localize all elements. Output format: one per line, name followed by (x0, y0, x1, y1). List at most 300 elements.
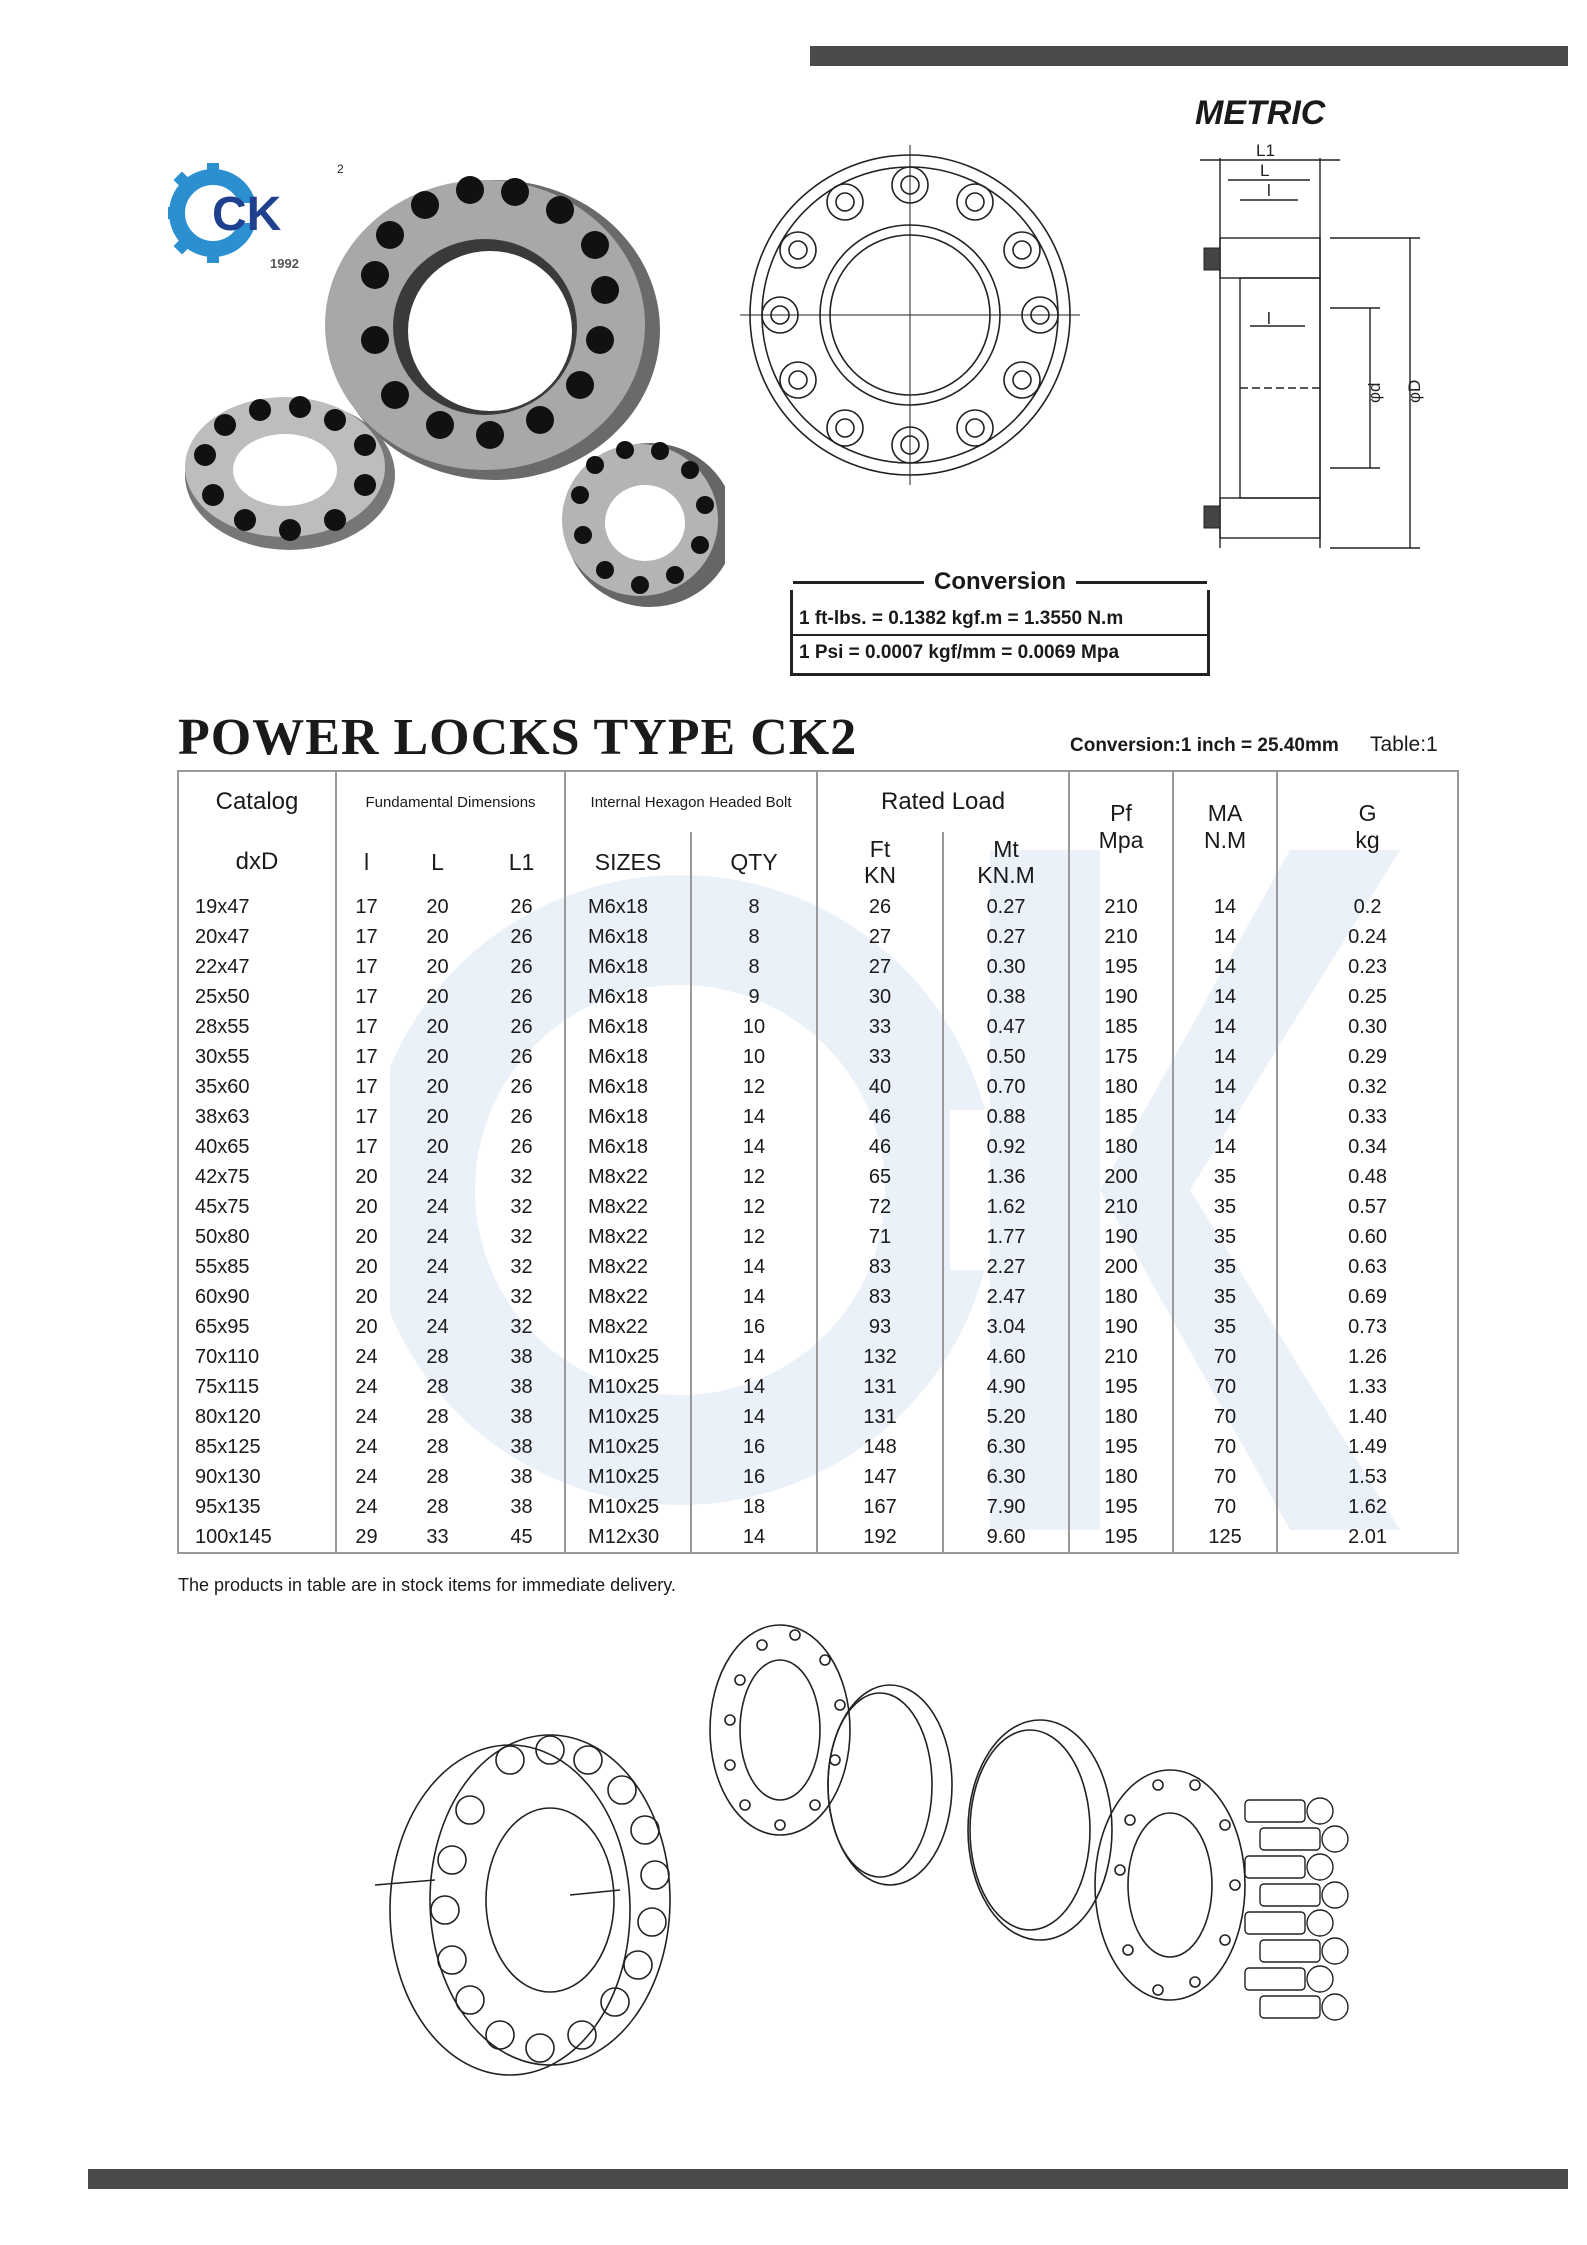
table-cell: 14 (691, 1372, 817, 1402)
table-cell: 0.29 (1277, 1042, 1458, 1072)
table-cell: 26 (510, 926, 533, 948)
table-cell: 29 (336, 1522, 396, 1553)
table-cell: 2.01 (1277, 1522, 1458, 1553)
header-g: G kg (1277, 771, 1458, 892)
table-cell: 1.40 (1277, 1402, 1458, 1432)
table-cell: M10x25 (565, 1462, 691, 1492)
table-cell: 27 (817, 952, 943, 982)
table-cell: 24 (426, 1196, 449, 1218)
table-cell: M8x22 (565, 1312, 691, 1342)
table-cell: 85x125 (195, 1436, 261, 1458)
table-cell: 0.32 (1277, 1072, 1458, 1102)
table-cell: 210 (1069, 1192, 1173, 1222)
metric-title: METRIC (1195, 94, 1326, 132)
table-number: Table:1 (1370, 733, 1438, 756)
table-cell: M8x22 (565, 1252, 691, 1282)
table-row (178, 1222, 1458, 1252)
table-cell: 0.24 (1277, 922, 1458, 952)
table-cell: 26 (510, 896, 533, 918)
table-cell: 35 (1173, 1192, 1277, 1222)
conversion-title: Conversion (933, 568, 1067, 595)
table-cell: 26 (510, 1106, 533, 1128)
table-cell: 1.62 (943, 1192, 1069, 1222)
table-cell: 26 (510, 1136, 533, 1158)
table-cell: 200 (1069, 1162, 1173, 1192)
table-cell: 22x47 (195, 956, 250, 978)
table-cell: 131 (817, 1372, 943, 1402)
table-cell: 147 (817, 1462, 943, 1492)
table-cell: 0.34 (1277, 1132, 1458, 1162)
table-cell: 70x110 (195, 1346, 260, 1368)
table-cell: 20 (426, 986, 449, 1008)
table-cell: 26 (510, 1046, 533, 1068)
table-header (178, 771, 1458, 892)
table-cell: 20 (426, 926, 449, 948)
table-cell: 17 (336, 1072, 396, 1102)
table-cell: 90x130 (195, 1466, 261, 1488)
table-cell: 50x80 (195, 1226, 250, 1248)
product-photo (185, 155, 725, 625)
table-row (178, 922, 1458, 952)
table-cell: 20 (426, 956, 449, 978)
table-cell: 38 (510, 1406, 533, 1428)
table-cell: 20 (336, 1282, 396, 1312)
table-cell: 30x55 (195, 1046, 250, 1068)
exploded-view-drawing (700, 1620, 1380, 2060)
table-cell: 17 (336, 1132, 396, 1162)
table-cell: M8x22 (565, 1282, 691, 1312)
table-cell: 195 (1069, 1372, 1173, 1402)
table-cell: 20x47 (195, 926, 250, 948)
table-cell: 32 (510, 1196, 533, 1218)
table-cell: 32 (510, 1256, 533, 1278)
table-cell: 83 (817, 1282, 943, 1312)
table-cell: M6x18 (565, 1042, 691, 1072)
table-cell: M8x22 (565, 1162, 691, 1192)
table-row (178, 1012, 1458, 1042)
table-cell: 40 (817, 1072, 943, 1102)
table-cell: 16 (691, 1432, 817, 1462)
table-cell: 55x85 (195, 1256, 250, 1278)
table-cell: 27 (817, 922, 943, 952)
table-cell: 35 (1173, 1282, 1277, 1312)
table-cell: 210 (1069, 892, 1173, 922)
table-body (178, 892, 1458, 1553)
table-cell: 14 (1173, 1072, 1277, 1102)
conversion-line-1: 1 ft-lbs. = 0.1382 kgf.m = 1.3550 N.m (799, 608, 1124, 629)
table-cell: 14 (691, 1342, 817, 1372)
table-row (178, 1042, 1458, 1072)
table-row (178, 1492, 1458, 1522)
table-cell: 8 (691, 952, 817, 982)
table-cell: 12 (691, 1192, 817, 1222)
table-row (178, 1192, 1458, 1222)
table-cell: 28 (426, 1376, 449, 1398)
page-title: POWER LOCKS TYPE CK2 (178, 709, 858, 766)
table-cell: 45x75 (195, 1196, 250, 1218)
table-cell: 38x63 (195, 1106, 250, 1128)
table-cell: M6x18 (565, 892, 691, 922)
table-row (178, 1102, 1458, 1132)
table-cell: 14 (1173, 1012, 1277, 1042)
dim-phi-D: φD (1405, 379, 1424, 403)
table-cell: 24 (336, 1402, 396, 1432)
table-cell: 28x55 (195, 1016, 250, 1038)
table-cell: 1.77 (943, 1222, 1069, 1252)
conversion-box (790, 568, 1210, 676)
table-cell: 14 (1173, 1132, 1277, 1162)
table-cell: 14 (1173, 892, 1277, 922)
table-cell: 12 (691, 1162, 817, 1192)
table-cell: 40x65 (195, 1136, 250, 1158)
table-cell: 28 (426, 1466, 449, 1488)
table-cell: 28 (426, 1436, 449, 1458)
table-cell: 180 (1069, 1282, 1173, 1312)
table-cell: 35 (1173, 1312, 1277, 1342)
table-cell: 30 (817, 982, 943, 1012)
table-cell: 0.48 (1277, 1162, 1458, 1192)
table-row (178, 982, 1458, 1012)
table-cell: 20 (426, 1136, 449, 1158)
table-cell: 210 (1069, 922, 1173, 952)
table-cell: 6.30 (943, 1432, 1069, 1462)
table-cell: 190 (1069, 1222, 1173, 1252)
table-cell: 1.26 (1277, 1342, 1458, 1372)
table-cell: 20 (426, 1106, 449, 1128)
table-row (178, 952, 1458, 982)
table-cell: 195 (1069, 952, 1173, 982)
table-cell: M6x18 (565, 1102, 691, 1132)
header-rated-load: Rated Load (817, 771, 1069, 832)
table-cell: 17 (336, 982, 396, 1012)
table-cell: 0.30 (1277, 1012, 1458, 1042)
table-cell: 24 (426, 1286, 449, 1308)
header-bolt: Internal Hexagon Headed Bolt (565, 771, 817, 832)
stock-note: The products in table are in stock items for immediate delivery. (178, 1575, 676, 1595)
table-cell: 70 (1173, 1492, 1277, 1522)
table-row (178, 1462, 1458, 1492)
table-cell: 0.2 (1277, 892, 1458, 922)
specification-table (177, 770, 1459, 1554)
table-cell: 2.27 (943, 1252, 1069, 1282)
table-row (178, 1342, 1458, 1372)
table-cell: 14 (691, 1522, 817, 1553)
table-cell: 20 (426, 1046, 449, 1068)
table-cell: 0.38 (943, 982, 1069, 1012)
table-cell: M10x25 (565, 1342, 691, 1372)
table-cell: 195 (1069, 1432, 1173, 1462)
table-cell: 0.50 (943, 1042, 1069, 1072)
table-cell: 16 (691, 1462, 817, 1492)
table-cell: 4.60 (943, 1342, 1069, 1372)
table-cell: 38 (510, 1436, 533, 1458)
table-cell: 65x95 (195, 1316, 250, 1338)
table-cell: 131 (817, 1402, 943, 1432)
table-cell: 148 (817, 1432, 943, 1462)
bolt-set (1245, 1798, 1348, 2020)
table-cell: 0.25 (1277, 982, 1458, 1012)
specification-table-wrap (177, 770, 1457, 1565)
table-cell: 65 (817, 1162, 943, 1192)
bottom-decorative-bar (88, 2169, 1568, 2189)
table-cell: M6x18 (565, 952, 691, 982)
header-dxd: dxD (235, 848, 279, 875)
table-cell: 17 (336, 892, 396, 922)
table-cell: 192 (817, 1522, 943, 1553)
table-cell: 14 (691, 1402, 817, 1432)
table-cell: 35 (1173, 1222, 1277, 1252)
table-cell: 2.47 (943, 1282, 1069, 1312)
table-cell: 10 (691, 1042, 817, 1072)
table-cell: 0.92 (943, 1132, 1069, 1162)
table-cell: 195 (1069, 1522, 1173, 1553)
table-row (178, 892, 1458, 922)
table-cell: 20 (336, 1252, 396, 1282)
table-cell: 8 (691, 892, 817, 922)
table-cell: M6x18 (565, 1132, 691, 1162)
table-cell: 95x135 (195, 1496, 261, 1518)
table-row (178, 1072, 1458, 1102)
table-cell: 180 (1069, 1132, 1173, 1162)
header-catalog: Catalog (215, 788, 299, 815)
table-row (178, 1162, 1458, 1192)
header-mt: Mt KN.M (943, 832, 1069, 892)
dim-small-l-inner: l (1267, 309, 1271, 328)
table-cell: 8 (691, 922, 817, 952)
table-cell: 33 (817, 1042, 943, 1072)
table-cell: M10x25 (565, 1492, 691, 1522)
table-cell: 80x120 (195, 1406, 261, 1428)
table-cell: 35 (1173, 1252, 1277, 1282)
table-cell: M10x25 (565, 1372, 691, 1402)
table-cell: 1.53 (1277, 1462, 1458, 1492)
table-cell: 20 (426, 1016, 449, 1038)
dim-l1: L1 (1256, 141, 1275, 160)
conversion-line-2: 1 Psi = 0.0007 kgf/mm = 0.0069 Mpa (799, 642, 1120, 663)
table-cell: 46 (817, 1132, 943, 1162)
table-cell: 14 (1173, 1102, 1277, 1132)
table-cell: 24 (336, 1462, 396, 1492)
table-cell: 24 (426, 1166, 449, 1188)
table-cell: 6.30 (943, 1462, 1069, 1492)
table-cell: 38 (510, 1496, 533, 1518)
table-cell: 0.27 (943, 922, 1069, 952)
table-cell: 24 (426, 1256, 449, 1278)
table-cell: 100x145 (195, 1526, 272, 1548)
table-cell: 195 (1069, 1492, 1173, 1522)
table-cell: 167 (817, 1492, 943, 1522)
table-cell: 0.47 (943, 1012, 1069, 1042)
header-sizes: SIZES (565, 832, 691, 892)
table-cell: 190 (1069, 1312, 1173, 1342)
table-cell: 7.90 (943, 1492, 1069, 1522)
table-cell: M10x25 (565, 1432, 691, 1462)
table-cell: 3.04 (943, 1312, 1069, 1342)
table-cell: 26 (510, 956, 533, 978)
table-cell: 32 (510, 1166, 533, 1188)
table-cell: 210 (1069, 1342, 1173, 1372)
table-cell: 26 (510, 1076, 533, 1098)
table-cell: 33 (426, 1526, 449, 1548)
table-cell: 14 (691, 1102, 817, 1132)
table-cell: 28 (426, 1406, 449, 1428)
table-cell: M8x22 (565, 1192, 691, 1222)
table-cell: 185 (1069, 1102, 1173, 1132)
table-row (178, 1402, 1458, 1432)
table-cell: 93 (817, 1312, 943, 1342)
top-decorative-bar (810, 46, 1568, 66)
dim-l: L (1260, 161, 1270, 180)
table-cell: 14 (1173, 922, 1277, 952)
table-cell: M8x22 (565, 1222, 691, 1252)
table-cell: 72 (817, 1192, 943, 1222)
header-L: L (431, 848, 444, 875)
table-cell: 17 (336, 1042, 396, 1072)
logo-text: CK (212, 188, 282, 241)
table-cell: 180 (1069, 1402, 1173, 1432)
header-l-small: l (336, 832, 396, 892)
table-cell: 60x90 (195, 1286, 250, 1308)
table-cell: 14 (691, 1132, 817, 1162)
table-cell: 12 (691, 1222, 817, 1252)
table-cell: 0.30 (943, 952, 1069, 982)
table-cell: 20 (426, 1076, 449, 1098)
table-cell: 0.73 (1277, 1312, 1458, 1342)
header-ft: Ft KN (817, 832, 943, 892)
table-cell: M6x18 (565, 922, 691, 952)
side-view-drawing (1180, 138, 1440, 558)
table-cell: 24 (336, 1492, 396, 1522)
assembled-ring-drawing (360, 1710, 700, 2090)
table-cell: 9.60 (943, 1522, 1069, 1553)
table-cell: 70 (1173, 1462, 1277, 1492)
table-cell: 0.69 (1277, 1282, 1458, 1312)
table-cell: 38 (510, 1346, 533, 1368)
table-cell: 14 (691, 1282, 817, 1312)
table-cell: 20 (426, 896, 449, 918)
header-pf: Pf Mpa (1069, 771, 1173, 892)
table-cell: 46 (817, 1102, 943, 1132)
table-cell: 4.90 (943, 1372, 1069, 1402)
table-cell: 16 (691, 1312, 817, 1342)
table-cell: 26 (817, 892, 943, 922)
table-cell: 180 (1069, 1462, 1173, 1492)
table-row (178, 1312, 1458, 1342)
table-cell: 0.57 (1277, 1192, 1458, 1222)
table-cell: 26 (510, 1016, 533, 1038)
table-cell: 14 (1173, 952, 1277, 982)
table-cell: 28 (426, 1346, 449, 1368)
table-cell: 190 (1069, 982, 1173, 1012)
table-cell: 1.49 (1277, 1432, 1458, 1462)
table-cell: 17 (336, 1012, 396, 1042)
table-cell: 17 (336, 1102, 396, 1132)
table-row (178, 1432, 1458, 1462)
table-row (178, 1132, 1458, 1162)
table-cell: 14 (1173, 982, 1277, 1012)
header-qty: QTY (691, 832, 817, 892)
table-cell: 1.62 (1277, 1492, 1458, 1522)
table-cell: M6x18 (565, 1012, 691, 1042)
small-locking-ring-right (562, 441, 725, 607)
table-cell: 35 (1173, 1162, 1277, 1192)
table-cell: 35x60 (195, 1076, 250, 1098)
table-cell: 45 (510, 1526, 533, 1548)
table-cell: 19x47 (195, 896, 250, 918)
table-cell: 0.23 (1277, 952, 1458, 982)
table-cell: 70 (1173, 1342, 1277, 1372)
table-cell: 200 (1069, 1252, 1173, 1282)
front-view-drawing (740, 145, 1080, 485)
dim-small-l: l (1267, 181, 1271, 200)
table-cell: 25x50 (195, 986, 250, 1008)
table-cell: 132 (817, 1342, 943, 1372)
table-cell: 24 (336, 1372, 396, 1402)
table-cell: 12 (691, 1072, 817, 1102)
table-cell: 5.20 (943, 1402, 1069, 1432)
table-cell: 0.63 (1277, 1252, 1458, 1282)
table-cell: 32 (510, 1226, 533, 1248)
table-cell: 38 (510, 1466, 533, 1488)
table-cell: 83 (817, 1252, 943, 1282)
conversion-legend (793, 570, 1207, 594)
table-cell: 71 (817, 1222, 943, 1252)
table-cell: 1.33 (1277, 1372, 1458, 1402)
table-cell: 180 (1069, 1072, 1173, 1102)
logo-year: 1992 (270, 256, 299, 271)
table-cell: 0.70 (943, 1072, 1069, 1102)
table-cell: 26 (510, 986, 533, 1008)
dim-phi-d: φd (1365, 382, 1384, 403)
table-cell: 70 (1173, 1432, 1277, 1462)
table-row (178, 1372, 1458, 1402)
table-cell: 20 (336, 1312, 396, 1342)
table-cell: 32 (510, 1316, 533, 1338)
table-cell: 17 (336, 952, 396, 982)
table-cell: M12x30 (565, 1522, 691, 1553)
table-cell: 70 (1173, 1372, 1277, 1402)
table-cell: 0.33 (1277, 1102, 1458, 1132)
table-cell: 17 (336, 922, 396, 952)
table-cell: 9 (691, 982, 817, 1012)
table-row (178, 1282, 1458, 1312)
table-cell: 0.27 (943, 892, 1069, 922)
table-cell: 24 (336, 1432, 396, 1462)
table-cell: M10x25 (565, 1402, 691, 1432)
table-cell: 24 (426, 1316, 449, 1338)
table-cell: 42x75 (195, 1166, 250, 1188)
header-fundamental-dimensions: Fundamental Dimensions (336, 771, 565, 832)
table-cell: 24 (426, 1226, 449, 1248)
inch-conversion: Conversion:1 inch = 25.40mm (1070, 735, 1339, 756)
table-cell: 20 (336, 1192, 396, 1222)
table-cell: 32 (510, 1286, 533, 1308)
table-cell: 14 (691, 1252, 817, 1282)
table-cell: 175 (1069, 1042, 1173, 1072)
table-row (178, 1252, 1458, 1282)
table-row (178, 1522, 1458, 1553)
table-cell: 28 (426, 1496, 449, 1518)
table-cell: 70 (1173, 1402, 1277, 1432)
table-cell: 20 (336, 1162, 396, 1192)
table-cell: M6x18 (565, 1072, 691, 1102)
table-cell: 0.88 (943, 1102, 1069, 1132)
table-cell: 18 (691, 1492, 817, 1522)
table-cell: 125 (1173, 1522, 1277, 1553)
table-cell: 14 (1173, 1042, 1277, 1072)
table-cell: 1.36 (943, 1162, 1069, 1192)
table-cell: 24 (336, 1342, 396, 1372)
